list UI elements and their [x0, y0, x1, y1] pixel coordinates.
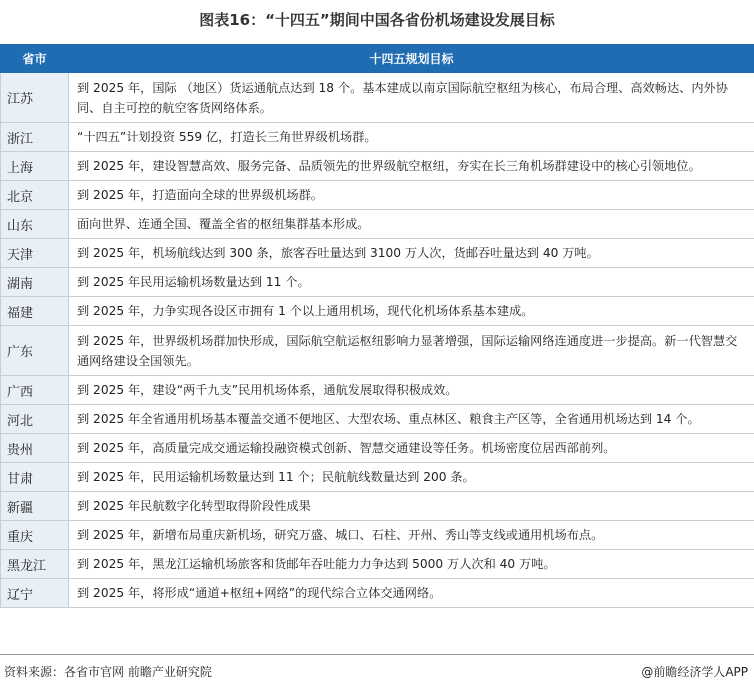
table-row	[1, 73, 754, 123]
goal-cell: 到 2025 年，国际 （地区）货运通航点达到 18 个。基本建成以南京国际航空枢纽为核心，布局合理、高效畅达、内外协同、自主可控的航空客货网络体系。	[69, 73, 754, 123]
table-row	[1, 239, 754, 268]
table-row	[1, 550, 754, 579]
goal-cell: “十四五”计划投资 559 亿，打造长三角世界级机场群。	[69, 123, 754, 152]
table-row	[1, 268, 754, 297]
table-row	[1, 297, 754, 326]
goal-cell: 到 2025 年民航数字化转型取得阶段性成果	[69, 492, 754, 521]
table-row	[1, 521, 754, 550]
figure-footer	[0, 654, 754, 685]
province-cell: 福建	[1, 297, 69, 326]
province-goals-table	[0, 44, 754, 608]
province-cell: 广东	[1, 326, 69, 376]
goal-cell: 到 2025 年，建设“两千九支”民用机场体系，通航发展取得积极成效。	[69, 376, 754, 405]
header-goal: 十四五规划目标	[69, 45, 754, 73]
figure-title: 图表16：“十四五”期间中国各省份机场建设发展目标	[199, 11, 555, 29]
province-cell: 上海	[1, 152, 69, 181]
table-row	[1, 210, 754, 239]
goal-cell: 到 2025 年，力争实现各设区市拥有 1 个以上通用机场，现代化机场体系基本建成。	[69, 297, 754, 326]
goal-cell: 到 2025 年民用运输机场数量达到 11 个。	[69, 268, 754, 297]
province-cell: 重庆	[1, 521, 69, 550]
goal-cell: 到 2025 年，新增布局重庆新机场，研究万盛、城口、石柱、开州、秀山等支线或通用机场布点。	[69, 521, 754, 550]
goal-cell: 到 2025 年，打造面向全球的世界级机场群。	[69, 181, 754, 210]
table-row	[1, 123, 754, 152]
goal-cell: 到 2025 年，建设智慧高效、服务完备、品质领先的世界级航空枢纽，夯实在长三角机场群建设中的核心引领地位。	[69, 152, 754, 181]
goal-cell: 到 2025 年，机场航线达到 300 条，旅客吞吐量达到 3100 万人次，货邮吞吐量达到 40 万吨。	[69, 239, 754, 268]
province-cell: 浙江	[1, 123, 69, 152]
table-row	[1, 376, 754, 405]
table-row	[1, 579, 754, 608]
goal-cell: 到 2025 年，高质量完成交通运输投融资模式创新、智慧交通建设等任务。机场密度位居西部前列。	[69, 434, 754, 463]
table-row	[1, 326, 754, 376]
province-cell: 贵州	[1, 434, 69, 463]
province-cell: 广西	[1, 376, 69, 405]
table-row	[1, 152, 754, 181]
province-cell: 北京	[1, 181, 69, 210]
province-cell: 湖南	[1, 268, 69, 297]
table-row	[1, 181, 754, 210]
goal-cell: 面向世界、连通全国、覆盖全省的枢纽集群基本形成。	[69, 210, 754, 239]
brand-credit: @前瞻经济学人APP	[641, 665, 748, 679]
province-cell: 辽宁	[1, 579, 69, 608]
goal-cell: 到 2025 年，世界级机场群加快形成，国际航空航运枢纽影响力显著增强，国际运输网络连通度进一步提高。新一代智慧交通网络建设全国领先。	[69, 326, 754, 376]
table-row	[1, 492, 754, 521]
province-cell: 黑龙江	[1, 550, 69, 579]
table-row	[1, 405, 754, 434]
goal-cell: 到 2025 年，民用运输机场数量达到 11 个；民航航线数量达到 200 条。	[69, 463, 754, 492]
goal-cell: 到 2025 年全省通用机场基本覆盖交通不便地区、大型农场、重点林区、粮食主产区等，全省通用机场达到 14 个。	[69, 405, 754, 434]
province-cell: 山东	[1, 210, 69, 239]
province-cell: 江苏	[1, 73, 69, 123]
table-row	[1, 434, 754, 463]
table-row	[1, 463, 754, 492]
table-header-row	[1, 45, 754, 73]
header-province: 省市	[1, 45, 69, 73]
province-cell: 天津	[1, 239, 69, 268]
goal-cell: 到 2025 年，将形成“通道+枢纽+网络”的现代综合立体交通网络。	[69, 579, 754, 608]
goal-cell: 到 2025 年，黑龙江运输机场旅客和货邮年吞吐能力力争达到 5000 万人次和 40 万吨。	[69, 550, 754, 579]
source-note: 资料来源：各省市官网 前瞻产业研究院	[4, 665, 212, 679]
province-cell: 甘肃	[1, 463, 69, 492]
province-cell: 河北	[1, 405, 69, 434]
province-cell: 新疆	[1, 492, 69, 521]
